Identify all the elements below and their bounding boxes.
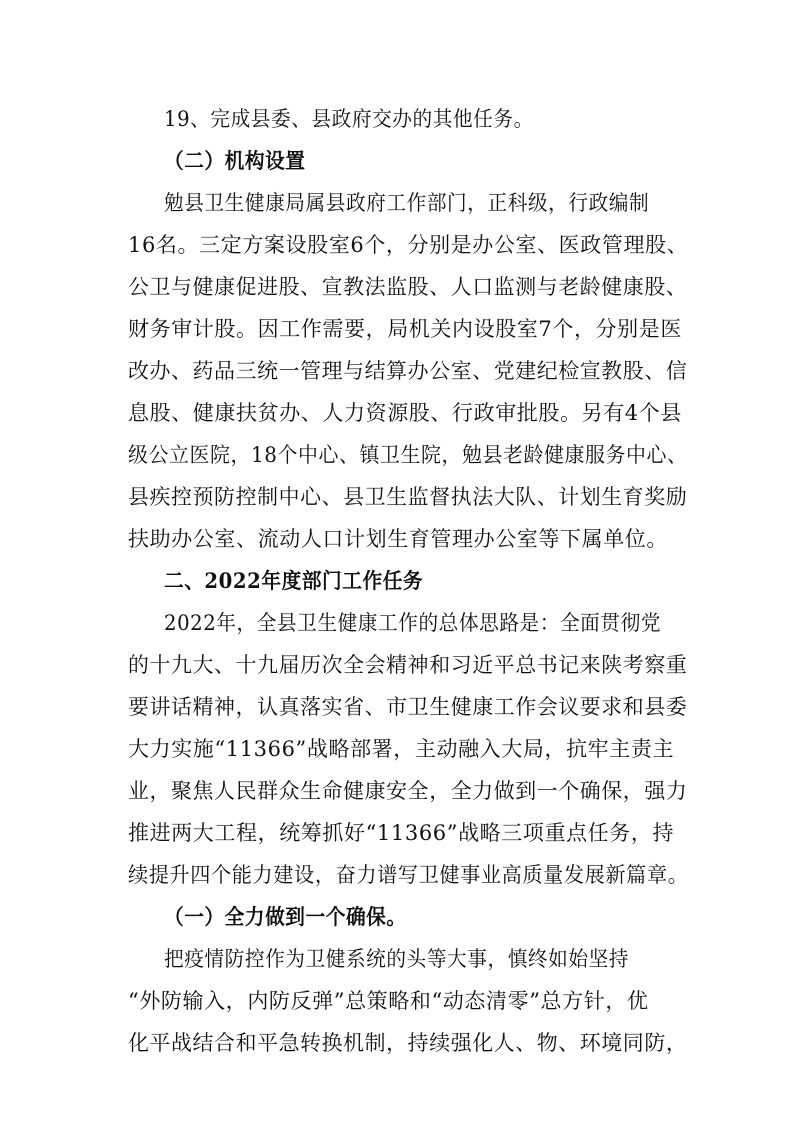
paragraph-line: 把疫情防控作为卫健系统的头等大事，慎终如始坚持 xyxy=(164,947,630,971)
paragraph-line: 推进两大工程，统筹抓好“11366”战略三项重点任务，持 xyxy=(128,821,675,845)
paragraph-line: 县疾控预防控制中心、县卫生监督执法大队、计划生育奖励 xyxy=(128,485,688,509)
paragraph-line: 改办、药品三统一管理与结算办公室、党建纪检宣教股、信 xyxy=(128,359,688,383)
chapter-heading: 二、2022年度部门工作任务 xyxy=(164,568,424,593)
paragraph-line: 业，聚焦人民群众生命健康安全，全力做到一个确保，强力 xyxy=(128,779,688,803)
paragraph-line: 扶助办公室、流动人口计划生育管理办公室等下属单位。 xyxy=(128,527,668,551)
paragraph-line: 要讲话精神，认真落实省、市卫生健康工作会议要求和县委 xyxy=(128,695,688,719)
paragraph-line: 级公立医院，18个中心、镇卫生院，勉县老龄健康服务中心、 xyxy=(128,443,688,467)
paragraph-line: 化平战结合和平急转换机制，持续强化人、物、环境同防， xyxy=(128,1031,688,1055)
paragraph-line: “外防输入，内防反弹”总策略和“动态清零”总方针，优 xyxy=(128,989,649,1013)
paragraph-line: 2022年，全县卫生健康工作的总体思路是：全面贯彻党 xyxy=(164,611,662,635)
paragraph-line: 勉县卫生健康局属县政府工作部门，正科级，行政编制 xyxy=(164,191,650,215)
paragraph-line: 续提升四个能力建设，奋力谱写卫健事业高质量发展新篇章。 xyxy=(128,863,689,887)
paragraph-line: 息股、健康扶贫办、人力资源股、行政审批股。另有4个县 xyxy=(128,401,682,425)
paragraph-line: 公卫与健康促进股、宣教法监股、人口监测与老龄健康股、 xyxy=(128,275,688,299)
section-heading: （一）全力做到一个确保。 xyxy=(164,904,407,929)
paragraph-line: 的十九大、十九届历次全会精神和习近平总书记来陕考察重 xyxy=(128,653,688,677)
paragraph-line: 大力实施“11366”战略部署，主动融入大局，抗牢主责主 xyxy=(128,737,675,761)
section-heading: （二）机构设置 xyxy=(164,148,306,173)
paragraph-line: 19、完成县委、县政府交办的其他任务。 xyxy=(164,107,534,131)
paragraph-line: 财务审计股。因工作需要，局机关内设股室7个，分别是医 xyxy=(128,317,682,341)
paragraph-line: 16名。三定方案设股室6个，分别是办公室、医政管理股、 xyxy=(128,233,689,257)
